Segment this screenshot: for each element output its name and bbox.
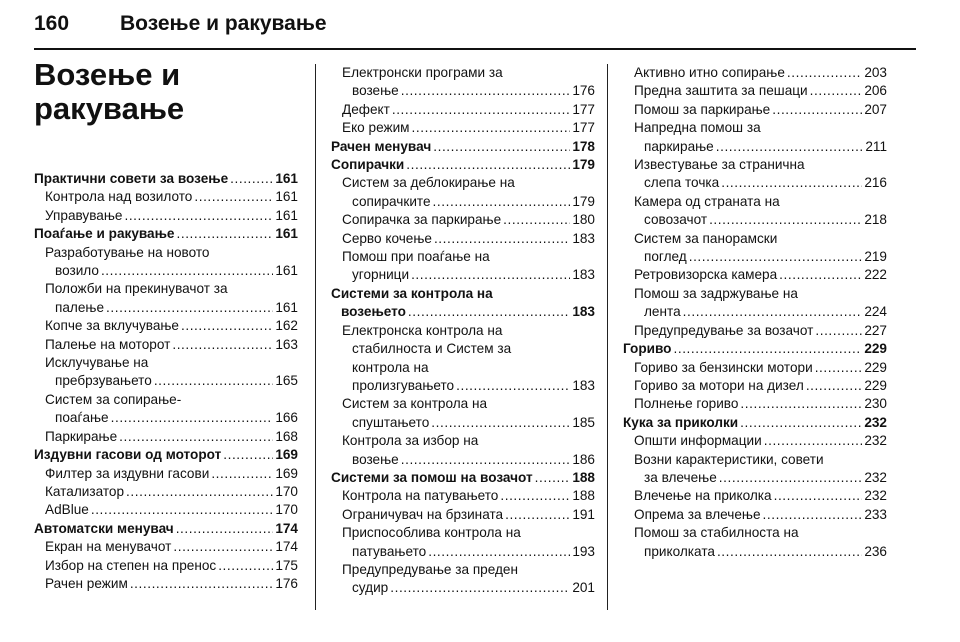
toc-page-number: 176 xyxy=(275,575,298,591)
dot-leader xyxy=(111,409,274,427)
dot-leader xyxy=(401,82,571,100)
toc-entry[interactable] xyxy=(331,561,595,598)
toc-entry[interactable] xyxy=(623,506,887,524)
toc-entry[interactable] xyxy=(623,377,887,395)
toc-entry-text: судир xyxy=(352,580,389,596)
toc-page-number: 222 xyxy=(864,267,887,283)
toc-entry-text: Возни карактеристики, совети xyxy=(634,451,824,467)
toc-page-number: 206 xyxy=(864,83,887,99)
toc-entry-text: Системи за помош на возачот xyxy=(331,469,533,485)
toc-section-entry[interactable] xyxy=(331,138,595,156)
dot-leader xyxy=(101,262,273,280)
toc-entry-text: Помош за стабилноста на xyxy=(634,525,799,541)
dot-leader xyxy=(535,469,571,487)
toc-page-number: 218 xyxy=(864,212,887,228)
toc-entry-text: сопирачките xyxy=(352,193,431,209)
toc-page-number: 207 xyxy=(864,101,887,117)
column-divider xyxy=(607,64,608,610)
dot-leader xyxy=(689,248,863,266)
toc-page-number: 161 xyxy=(275,207,298,223)
toc-entry-text: AdBlue xyxy=(45,502,89,518)
toc-page-number: 227 xyxy=(864,322,887,338)
toc-entry-text: Полнење гориво xyxy=(634,396,739,412)
dot-leader xyxy=(815,359,863,377)
toc-entry[interactable] xyxy=(623,524,887,561)
toc-page-number: 180 xyxy=(572,212,595,228)
toc-page-number: 170 xyxy=(275,502,298,518)
dot-leader xyxy=(406,156,570,174)
toc-entry-text: Рачен менувач xyxy=(331,138,432,154)
toc-entry-text: возило xyxy=(55,263,99,279)
toc-page-number: 177 xyxy=(572,120,595,136)
toc-entry-text: слепа точка xyxy=(644,175,720,191)
toc-entry[interactable] xyxy=(331,101,595,119)
toc-entry[interactable] xyxy=(34,465,298,483)
toc-section-entry[interactable] xyxy=(331,156,595,174)
toc-entry[interactable] xyxy=(34,317,298,335)
toc-entry-text: Автоматски менувач xyxy=(34,520,174,536)
toc-entry-text: поглед xyxy=(644,249,687,265)
toc-page-number: 186 xyxy=(572,451,595,467)
toc-entry[interactable] xyxy=(623,101,887,119)
toc-page-number: 229 xyxy=(864,341,887,357)
toc-entry-text: Предупредување за возачот xyxy=(634,322,814,338)
dot-leader xyxy=(154,372,273,390)
toc-entry[interactable] xyxy=(623,487,887,505)
toc-page-number: 232 xyxy=(864,414,887,430)
dot-leader xyxy=(500,487,570,505)
toc-column-1 xyxy=(34,170,298,593)
dot-leader xyxy=(763,506,863,524)
dot-leader xyxy=(126,483,273,501)
dot-leader xyxy=(124,207,273,225)
dot-leader xyxy=(412,119,571,137)
toc-entry[interactable] xyxy=(34,501,298,519)
dot-leader xyxy=(91,501,273,519)
toc-page-number: 161 xyxy=(275,263,298,279)
dot-leader xyxy=(408,303,570,321)
dot-leader xyxy=(815,322,862,340)
toc-page-number: 233 xyxy=(864,506,887,522)
toc-page-number: 174 xyxy=(275,539,298,555)
toc-page-number: 178 xyxy=(572,138,595,154)
toc-page-number: 236 xyxy=(864,543,887,559)
running-title: Возење и ракување xyxy=(120,12,327,35)
toc-entry-text: Опрема за влечење xyxy=(634,506,761,522)
toc-entry-text: Палење на моторот xyxy=(45,336,171,352)
toc-entry-text: Поаѓање и ракување xyxy=(34,226,175,242)
toc-section-entry[interactable] xyxy=(34,170,298,188)
toc-entry-text: Гориво xyxy=(623,341,672,357)
toc-entry-text: Катализатор xyxy=(45,483,125,499)
dot-leader xyxy=(717,543,862,561)
page-header xyxy=(34,2,916,50)
dot-leader xyxy=(740,414,862,432)
toc-page-number: 165 xyxy=(275,373,298,389)
dot-leader xyxy=(505,506,570,524)
toc-entry-text: Избор на степен на пренос xyxy=(45,557,217,573)
toc-entry[interactable] xyxy=(34,354,298,391)
toc-entry[interactable] xyxy=(331,211,595,229)
toc-entry-text: Издувни гасови од моторот xyxy=(34,447,222,463)
toc-entry-text: возењето xyxy=(341,304,406,320)
dot-leader xyxy=(810,82,863,100)
toc-entry-text: Известување за странична xyxy=(634,157,805,173)
header-rule xyxy=(34,48,916,50)
toc-entry-text: Управување xyxy=(45,207,123,223)
chapter-title-line: ракување xyxy=(34,91,185,126)
toc-entry-text: угорници xyxy=(352,267,410,283)
dot-leader xyxy=(172,336,273,354)
toc-entry[interactable] xyxy=(623,230,887,267)
toc-entry-text: стабилноста и Систем за xyxy=(352,341,512,357)
toc-page-number: 161 xyxy=(275,189,298,205)
toc-entry-text: палење xyxy=(55,299,105,315)
dot-leader xyxy=(721,174,862,192)
dot-leader xyxy=(716,138,864,156)
toc-entry[interactable] xyxy=(623,266,887,284)
dot-leader xyxy=(709,211,862,229)
toc-entry-text: Електронски програми за xyxy=(342,65,503,80)
toc-entry[interactable] xyxy=(34,188,298,206)
dot-leader xyxy=(456,377,570,395)
toc-entry[interactable] xyxy=(623,432,887,450)
dot-leader xyxy=(106,299,273,317)
toc-entry-text: Контрола над возилото xyxy=(45,189,193,205)
toc-page-number: 211 xyxy=(865,138,887,154)
toc-entry-text: Предна заштита за пешаци xyxy=(634,83,808,99)
toc-page-number: 232 xyxy=(864,469,887,485)
toc-page-number: 193 xyxy=(572,543,595,559)
dot-leader xyxy=(673,340,862,358)
toc-page-number: 174 xyxy=(275,520,298,536)
toc-entry-text: Предупредување за преден xyxy=(342,561,518,577)
toc-entry-text: спуштањето xyxy=(352,414,430,430)
toc-entry-text: Копче за вклучување xyxy=(45,318,179,334)
toc-entry[interactable] xyxy=(34,428,298,446)
dot-leader xyxy=(503,211,570,229)
toc-section-entry[interactable] xyxy=(34,446,298,464)
toc-entry-text: паркирање xyxy=(644,138,714,154)
toc-entry-text: совозачот xyxy=(644,212,708,228)
toc-page-number: 203 xyxy=(864,65,887,80)
toc-page-number: 183 xyxy=(572,377,595,393)
toc-entry-text: Контрола за избор на xyxy=(342,433,479,449)
toc-page-number: 177 xyxy=(572,101,595,117)
toc-page-number: 179 xyxy=(572,193,595,209)
dot-leader xyxy=(434,230,570,248)
dot-leader xyxy=(411,266,570,284)
toc-entry-text: за влечење xyxy=(644,469,717,485)
dot-leader xyxy=(764,432,863,450)
toc-page-number: 232 xyxy=(864,488,887,504)
dot-leader xyxy=(433,138,570,156)
chapter-title xyxy=(34,58,304,126)
toc-entry[interactable] xyxy=(331,174,595,211)
toc-section-entry[interactable] xyxy=(34,520,298,538)
toc-entry[interactable] xyxy=(623,359,887,377)
toc-page-number: 179 xyxy=(572,157,595,173)
toc-entry[interactable] xyxy=(331,432,595,469)
dot-leader xyxy=(806,377,863,395)
dot-leader xyxy=(181,317,273,335)
dot-leader xyxy=(119,428,273,446)
toc-entry-text: поаѓање xyxy=(55,410,109,426)
toc-page-number: 166 xyxy=(275,410,298,426)
toc-page-number: 175 xyxy=(275,557,298,573)
dot-leader xyxy=(433,193,571,211)
toc-page-number: 230 xyxy=(864,396,887,412)
dot-leader xyxy=(211,465,273,483)
toc-page-number: 163 xyxy=(275,336,298,352)
toc-entry[interactable] xyxy=(34,538,298,556)
toc-page-number: 176 xyxy=(572,83,595,99)
toc-entry[interactable] xyxy=(331,64,595,101)
toc-page-number: 229 xyxy=(864,359,887,375)
toc-page-number: 161 xyxy=(275,299,298,315)
toc-entry[interactable] xyxy=(34,280,298,317)
toc-entry-text: Ретровизорска камера xyxy=(634,267,778,283)
toc-entry[interactable] xyxy=(331,119,595,137)
toc-entry-text: Кука за приколки xyxy=(623,414,739,430)
toc-entry[interactable] xyxy=(331,230,595,248)
toc-entry-text: Филтер за издувни гасови xyxy=(45,465,210,481)
toc-entry-text: патувањето xyxy=(352,543,427,559)
toc-entry-text: Екран на менувачот xyxy=(45,539,172,555)
toc-page-number: 188 xyxy=(572,469,595,485)
toc-entry-text: пребрзувањето xyxy=(55,373,152,389)
toc-entry-text: возење xyxy=(352,451,399,467)
page-number: 160 xyxy=(34,12,70,35)
toc-entry[interactable] xyxy=(623,156,887,193)
dot-leader xyxy=(719,469,863,487)
toc-entry-text: Помош за задржување на xyxy=(634,285,798,301)
dot-leader xyxy=(401,451,571,469)
dot-leader xyxy=(194,188,273,206)
dot-leader xyxy=(177,225,274,243)
toc-section-entry[interactable] xyxy=(331,469,595,487)
toc-section-entry[interactable] xyxy=(623,414,887,432)
toc-page-number: 229 xyxy=(864,377,887,393)
toc-entry[interactable] xyxy=(34,483,298,501)
toc-entry[interactable] xyxy=(331,322,595,396)
toc-entry[interactable] xyxy=(34,557,298,575)
toc-page-number: 169 xyxy=(275,465,298,481)
toc-entry-text: контрола на xyxy=(352,359,429,375)
dot-leader xyxy=(390,579,570,597)
dot-leader xyxy=(683,303,863,321)
toc-page-number: 188 xyxy=(572,488,595,504)
toc-entry-text: Рачен режим xyxy=(45,575,128,591)
toc-entry[interactable] xyxy=(331,506,595,524)
dot-leader xyxy=(130,575,274,593)
toc-page-number: 183 xyxy=(572,267,595,283)
dot-leader xyxy=(779,266,862,284)
toc-entry-text: Приспособлива контрола на xyxy=(342,525,521,541)
dot-leader xyxy=(392,101,570,119)
toc-entry-text: Паркирање xyxy=(45,428,118,444)
toc-entry-text: Практични совети за возење xyxy=(34,171,229,186)
toc-entry-text: Општи информации xyxy=(634,433,762,449)
toc-entry-text: пролизгувањето xyxy=(352,377,455,393)
toc-page-number: 224 xyxy=(864,304,887,320)
toc-page-number: 161 xyxy=(275,171,298,186)
toc-entry-text: лента xyxy=(644,304,681,320)
toc-section-entry[interactable] xyxy=(623,340,887,358)
toc-entry-text: Контрола на патувањето xyxy=(342,488,499,504)
toc-page-number: 219 xyxy=(864,249,887,265)
toc-entry-text: Дефект xyxy=(342,101,390,117)
toc-entry-text: Активно итно сопирање xyxy=(634,65,785,80)
toc-entry-text: Серво кочење xyxy=(342,230,432,246)
toc-entry-text: Камера од страната на xyxy=(634,193,780,209)
chapter-title-line: Возење и xyxy=(34,57,181,92)
toc-page-number: 216 xyxy=(864,175,887,191)
toc-page-number: 162 xyxy=(275,318,298,334)
dot-leader xyxy=(431,414,570,432)
toc-page-number: 201 xyxy=(572,580,595,596)
toc-entry-text: Гориво за бензински мотори xyxy=(634,359,813,375)
toc-entry-text: Сопирачки xyxy=(331,157,405,173)
toc-entry-text: возење xyxy=(352,83,399,99)
toc-entry-text: Помош при поаѓање на xyxy=(342,249,490,265)
toc-entry[interactable] xyxy=(331,395,595,432)
toc-entry-text: Исклучување на xyxy=(45,355,149,371)
toc-page-number: 232 xyxy=(864,433,887,449)
toc-column-3 xyxy=(623,64,887,561)
toc-entry[interactable] xyxy=(623,82,887,100)
toc-page-number: 185 xyxy=(572,414,595,430)
toc-page-number: 191 xyxy=(572,506,595,522)
toc-entry[interactable] xyxy=(331,524,595,561)
toc-entry[interactable] xyxy=(34,244,298,281)
toc-entry-text: Помош за паркирање xyxy=(634,101,771,117)
toc-page-number: 161 xyxy=(275,226,298,242)
toc-page-number: 169 xyxy=(275,447,298,463)
dot-leader xyxy=(428,543,570,561)
toc-entry-text: Систем за деблокирање на xyxy=(342,175,515,191)
toc-entry-text: приколката xyxy=(644,543,715,559)
dot-leader xyxy=(772,101,862,119)
dot-leader xyxy=(740,395,862,413)
dot-leader xyxy=(223,446,273,464)
toc-entry-text: Влечење на приколка xyxy=(634,488,772,504)
toc-entry[interactable] xyxy=(623,322,887,340)
dot-leader xyxy=(176,520,274,538)
dot-leader xyxy=(173,538,273,556)
toc-entry[interactable] xyxy=(34,575,298,593)
dot-leader xyxy=(774,487,863,505)
toc-entry[interactable] xyxy=(623,119,887,156)
toc-entry-text: Сопирачка за паркирање xyxy=(342,212,502,228)
toc-entry-text: Напредна помош за xyxy=(634,120,761,136)
toc-entry-text: Систем за сопирање- xyxy=(45,391,182,407)
toc-entry[interactable] xyxy=(623,193,887,230)
toc-entry-text: Положби на прекинувачот за xyxy=(45,281,228,297)
toc-entry-text: Систем за панорамски xyxy=(634,230,778,246)
toc-entry[interactable] xyxy=(34,336,298,354)
toc-entry[interactable] xyxy=(623,451,887,488)
toc-entry-text: Гориво за мотори на дизел xyxy=(634,377,804,393)
dot-leader xyxy=(230,170,273,188)
toc-section-entry[interactable] xyxy=(34,225,298,243)
column-divider xyxy=(315,64,316,610)
dot-leader xyxy=(787,64,862,82)
toc-entry-text: Ограничувач на брзината xyxy=(342,506,504,522)
toc-entry[interactable] xyxy=(331,248,595,285)
toc-entry[interactable] xyxy=(623,395,887,413)
toc-page-number: 170 xyxy=(275,483,298,499)
toc-entry[interactable] xyxy=(623,285,887,322)
dot-leader xyxy=(218,557,273,575)
toc-column-2 xyxy=(331,64,595,598)
toc-entry[interactable] xyxy=(34,391,298,428)
toc-entry-text: Разработување на новото xyxy=(45,244,210,260)
toc-entry[interactable] xyxy=(623,64,887,82)
toc-entry-text: Електронска контрола на xyxy=(342,322,503,338)
toc-page-number: 168 xyxy=(275,428,298,444)
toc-section-entry[interactable] xyxy=(331,285,595,322)
toc-entry[interactable] xyxy=(331,487,595,505)
toc-page-number: 183 xyxy=(572,230,595,246)
toc-entry[interactable] xyxy=(34,207,298,225)
toc-entry-text: Системи за контрола на xyxy=(331,285,493,301)
toc-entry-text: Еко режим xyxy=(342,120,410,136)
toc-entry-text: Систем за контрола на xyxy=(342,396,488,412)
toc-page-number: 183 xyxy=(572,304,595,320)
